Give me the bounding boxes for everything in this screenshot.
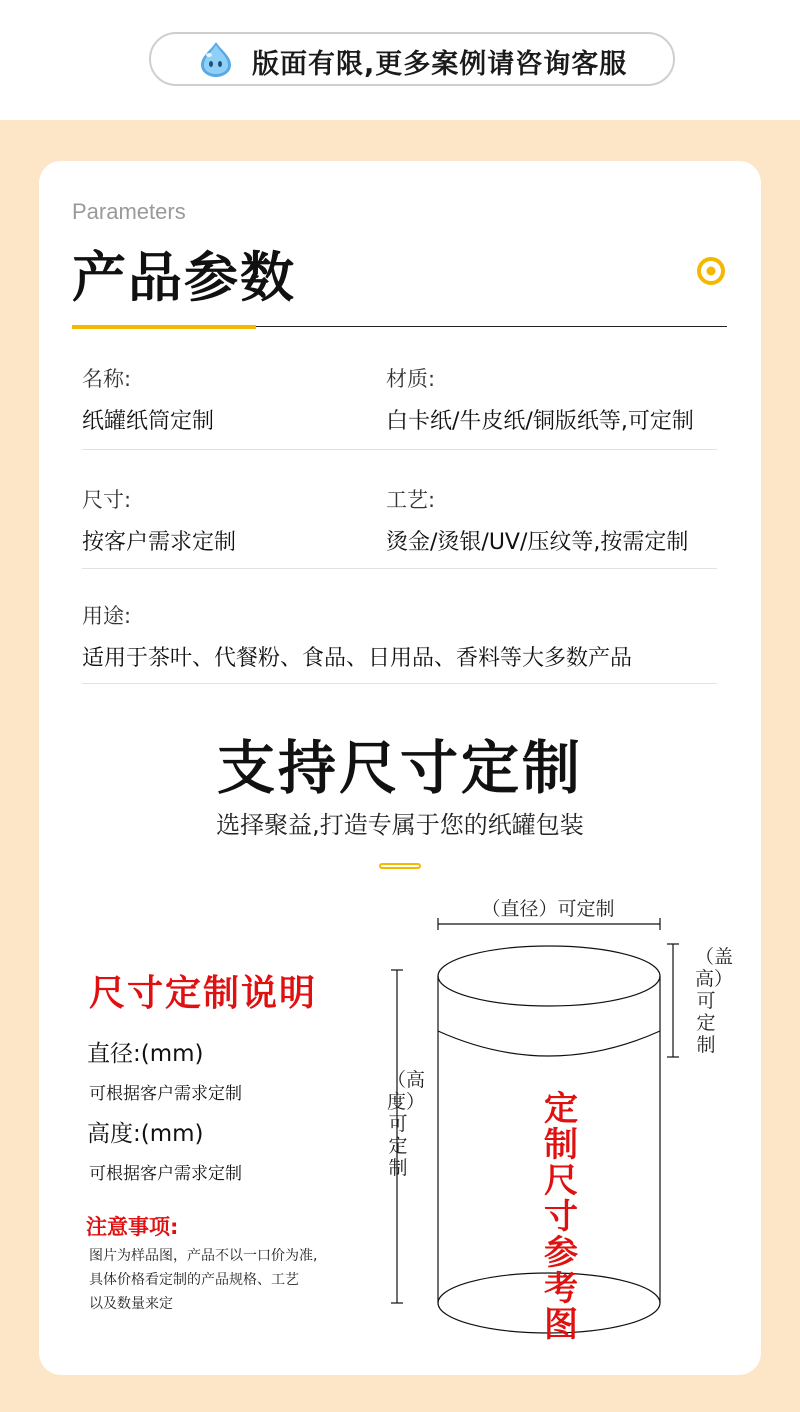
- param-value: 纸罐纸筒定制: [82, 409, 215, 434]
- cylinder-top: [438, 946, 660, 1006]
- param-value: 按客户需求定制: [82, 530, 237, 555]
- custom-size-subtitle: 选择聚益,打造专属于您的纸罐包装: [216, 811, 584, 839]
- diameter-caption: （直径）可定制: [481, 898, 615, 920]
- notice-line: 具体价格看定制的产品规格、工艺: [89, 1272, 299, 1288]
- height-note: 可根据客户需求定制: [89, 1164, 242, 1184]
- param-label: 工艺:: [386, 488, 436, 512]
- content-card: [39, 161, 761, 1375]
- height-caption: （高度）可定制: [387, 1069, 426, 1179]
- notice-text: 版面有限,更多案例请咨询客服: [252, 49, 628, 80]
- notice-heading: 注意事项:: [86, 1215, 179, 1239]
- height-label: 高度:(mm): [87, 1121, 204, 1147]
- param-value: 适用于茶叶、代餐粉、食品、日用品、香料等大多数产品: [82, 646, 633, 671]
- cylinder-lid-line: [438, 1031, 660, 1056]
- parameters-subtitle: Parameters: [72, 199, 186, 224]
- parameters-title: 产品参数: [72, 246, 296, 309]
- notice-pill[interactable]: [149, 32, 675, 86]
- reference-caption: 定制尺寸参考图: [544, 1089, 578, 1345]
- diameter-note: 可根据客户需求定制: [89, 1084, 242, 1104]
- param-label: 尺寸:: [82, 488, 132, 512]
- param-label: 材质:: [386, 367, 436, 391]
- water-drop-mascot-icon: [197, 40, 235, 78]
- notice-line: 图片为样品图，产品不以一口价为准,: [89, 1248, 318, 1264]
- cylinder-diagram: [39, 161, 761, 1375]
- top-bar: [0, 0, 800, 120]
- notice-line: 以及数量来定: [89, 1296, 173, 1312]
- diameter-label: 直径:(mm): [87, 1041, 204, 1067]
- param-label: 用途:: [82, 604, 132, 628]
- lid-caption: （盖高）可定制: [695, 946, 734, 1056]
- param-value: 烫金/烫银/UV/压纹等,按需定制: [386, 530, 689, 555]
- custom-size-title: 支持尺寸定制: [216, 734, 583, 802]
- param-value: 白卡纸/牛皮纸/铜版纸等,可定制: [386, 409, 694, 434]
- custom-heading: 尺寸定制说明: [89, 973, 318, 1014]
- param-label: 名称:: [82, 367, 132, 391]
